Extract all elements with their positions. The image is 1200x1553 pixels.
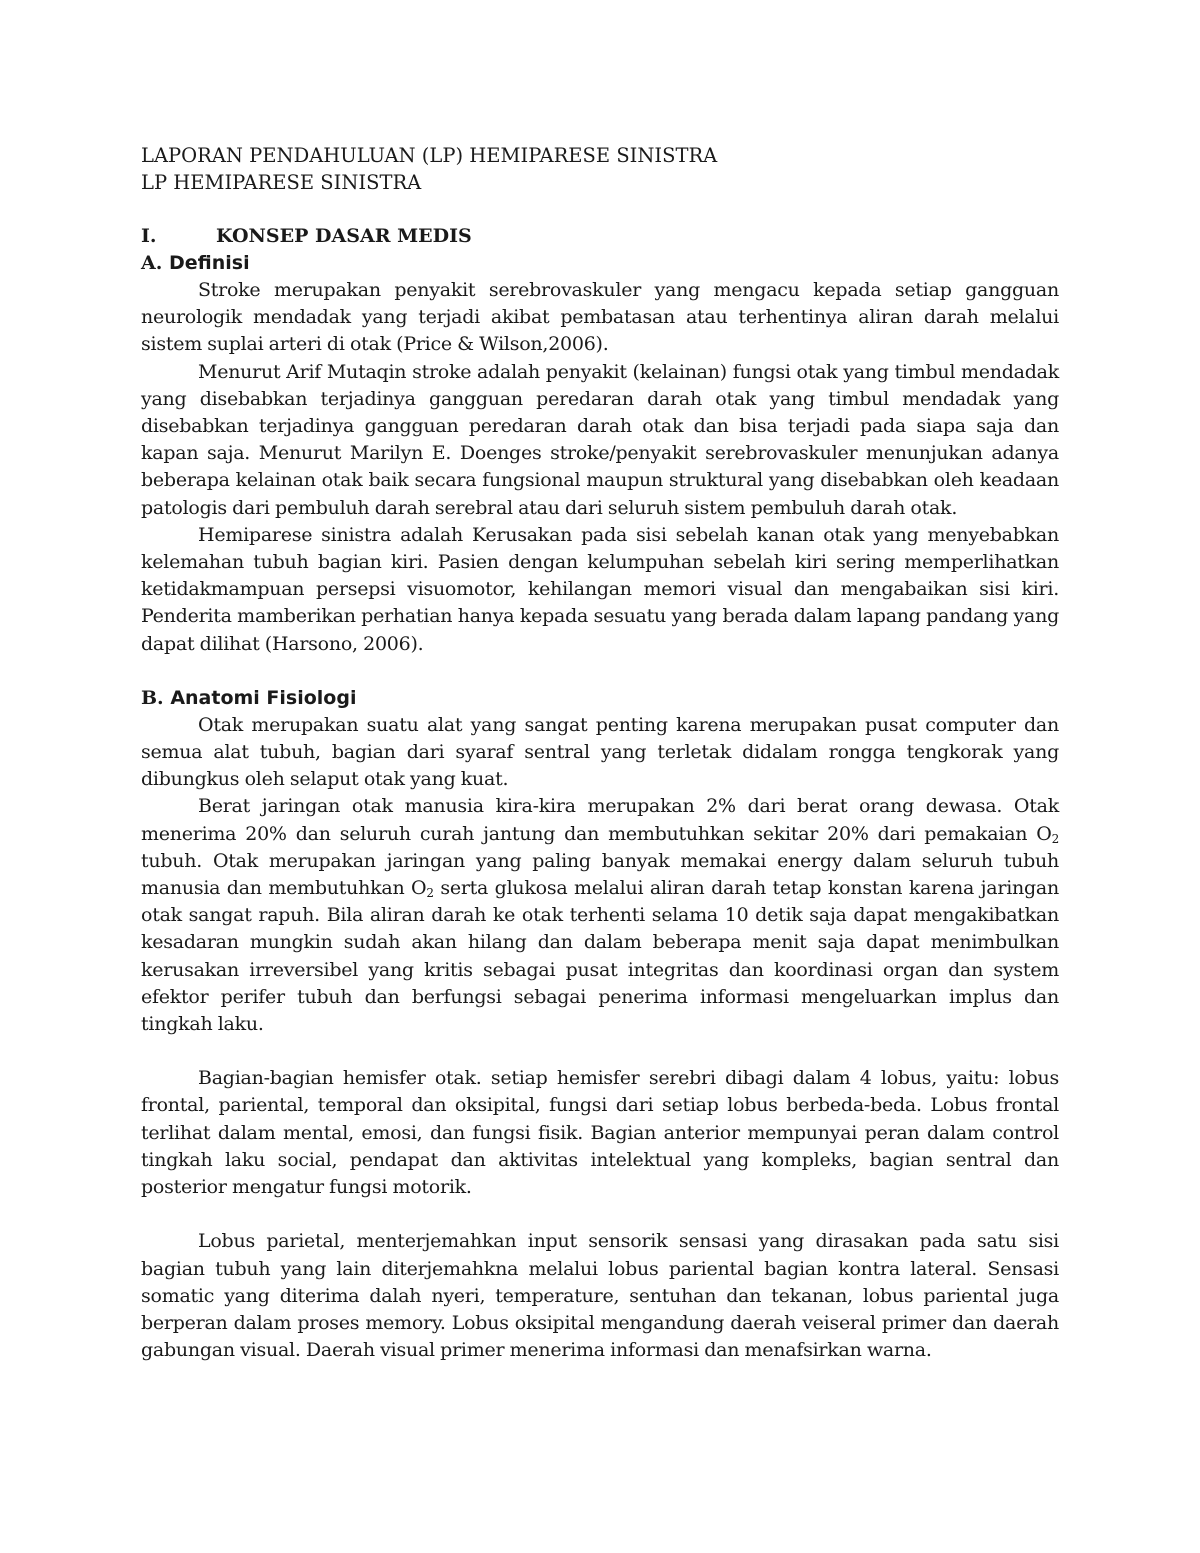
spacer xyxy=(141,196,1059,223)
subheading-letter: B. xyxy=(141,686,164,709)
paragraph-definisi-2: Menurut Arif Mutaqin stroke adalah penyakit (kelainan) fungsi otak yang timbul mendadak yang disebabkan terjadinya gangguan peredaran darah otak yang timbul mendadak yang disebabkan terjadinya gangguan peredaran darah otak dan bisa terjadi pada siapa saja dan kapan saja. Menurut Marilyn E. Doenges stroke/penyakit serebrovaskuler menunjukan adanya beberapa kelainan otak baik secara fungsional maupun struktural yang disebabkan oleh keadaan patologis dari pembuluh darah serebral atau dari seluruh sistem pembuluh darah otak. xyxy=(141,360,1059,519)
spacer xyxy=(141,1201,1059,1228)
section-heading-konsep xyxy=(141,223,1059,250)
subheading-label: Definisi xyxy=(168,252,250,274)
subscript: 2 xyxy=(426,886,434,901)
spacer xyxy=(141,1038,1059,1065)
document-title: LAPORAN PENDAHULUAN (LP) HEMIPARESE SINISTRA xyxy=(141,144,718,167)
paragraph-anatomi-3: Bagian-bagian hemisfer otak. setiap hemisfer serebri dibagi dalam 4 lobus, yaitu: lobus frontal, pariental, temporal dan oksipital, fungsi dari setiap lobus berbeda-beda. Lobus frontal terlihat dalam mental, emosi, dan fungsi fisik. Bagian anterior mempunyai peran dalam control tingkah laku social, pendapat dan aktivitas intelektual yang kompleks, bagian sentral dan posterior mengatur fungsi motorik. xyxy=(141,1067,1059,1199)
paragraph-definisi-1: Stroke merupakan penyakit serebrovaskuler yang mengacu kepada setiap gangguan neurologik mendadak yang terjadi akibat pembatasan atau terhentinya aliran darah melalui sistem suplai arteri di otak (Price & Wilson,2006). xyxy=(141,279,1059,356)
section-label: KONSEP DASAR MEDIS xyxy=(216,225,472,247)
document-page xyxy=(141,142,1059,1364)
subheading-label: Anatomi Fisiologi xyxy=(170,686,357,709)
subheading-anatomi-fisiologi xyxy=(141,685,1059,712)
paragraph-text: tubuh. Otak merupakan jaringan yang paling banyak memakai energy dalam seluruh tubuh manusia dan membutuhkan O xyxy=(141,849,1059,900)
subheading-definisi xyxy=(141,250,1059,277)
document-subtitle: LP HEMIPARESE SINISTRA xyxy=(141,171,422,194)
paragraph-anatomi-1: Otak merupakan suatu alat yang sangat penting karena merupakan pusat computer dan semua alat tubuh, bagian dari syaraf sentral yang terletak didalam rongga tengkorak yang dibungkus oleh selaput otak yang kuat. xyxy=(141,713,1059,791)
spacer xyxy=(141,658,1059,685)
paragraph-anatomi-4: Lobus parietal, menterjemahkan input sensorik sensasi yang dirasakan pada satu sisi bagian tubuh yang lain diterjemahkna melalui lobus pariental bagian kontra lateral. Sensasi somatic yang diterima dalah nyeri, temperature, sentuhan dan tekanan, lobus pariental juga berperan dalam proses memory. Lobus oksipital mengandung daerah veiseral primer dan daerah gabungan visual. Daerah visual primer menerima informasi dan menafsirkan warna. xyxy=(141,1230,1059,1362)
subscript: 2 xyxy=(1051,831,1059,846)
paragraph-text: Berat jaringan otak manusia kira-kira merupakan 2% dari berat orang dewasa. Otak menerima 20% dan seluruh curah jantung dan membutuhkan sekitar 20% dari pemakaian O xyxy=(141,795,1059,845)
section-number: I. xyxy=(141,225,157,247)
paragraph-anatomi-2 xyxy=(141,793,1059,1038)
subheading-letter: A. xyxy=(141,252,163,274)
paragraph-definisi-3: Hemiparese sinistra adalah Kerusakan pada sisi sebelah kanan otak yang menyebabkan kelemahan tubuh bagian kiri. Pasien dengan kelumpuhan sebelah kiri sering memperlihatkan ketidakmampuan persepsi visuomotor, kehilangan memori visual dan mengabaikan sisi kiri. Penderita mamberikan perhatian hanya kepada sesuatu yang berada dalam lapang pandang yang dapat dilihat (Harsono, 2006). xyxy=(141,523,1059,655)
paragraph-text: serta glukosa melalui aliran darah tetap konstan karena jaringan otak sangat rapuh. Bila aliran darah ke otak terhenti selama 10 detik saja dapat mengakibatkan kesadaran mungkin sudah akan hilang dan dalam beberapa menit saja dapat menimbulkan kerusakan irreversibel yang kritis sebagai pusat integritas dan koordinasi organ dan system efektor perifer tubuh dan berfungsi sebagai penerima informasi mengeluarkan implus dan tingkah laku. xyxy=(141,877,1059,1036)
